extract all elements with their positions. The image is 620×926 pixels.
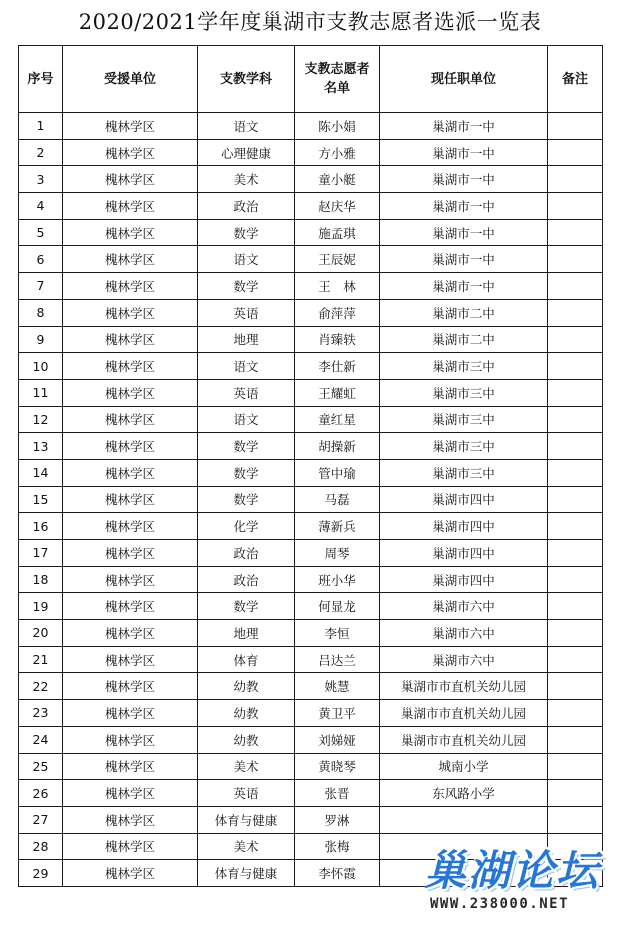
cell-subject: 体育与健康 bbox=[198, 860, 295, 887]
cell-volunteer-name: 张梅 bbox=[295, 833, 380, 860]
header-remarks: 备注 bbox=[548, 46, 603, 113]
cell-subject: 化学 bbox=[198, 513, 295, 540]
cell-host-unit: 槐林学区 bbox=[63, 193, 198, 220]
cell-index: 29 bbox=[19, 860, 63, 887]
cell-current-unit: 巢湖市一中 bbox=[380, 139, 548, 166]
cell-remarks bbox=[548, 620, 603, 647]
cell-volunteer-name: 方小雅 bbox=[295, 139, 380, 166]
header-volunteer-line1: 支教志愿者 bbox=[304, 62, 370, 77]
cell-index: 11 bbox=[19, 379, 63, 406]
cell-volunteer-name: 何显龙 bbox=[295, 593, 380, 620]
cell-index: 9 bbox=[19, 326, 63, 353]
cell-subject: 英语 bbox=[198, 780, 295, 807]
cell-host-unit: 槐林学区 bbox=[63, 700, 198, 727]
cell-remarks bbox=[548, 406, 603, 433]
cell-remarks bbox=[548, 566, 603, 593]
header-index: 序号 bbox=[19, 46, 63, 113]
table-row bbox=[19, 700, 603, 727]
cell-remarks bbox=[548, 673, 603, 700]
cell-remarks bbox=[548, 166, 603, 193]
cell-volunteer-name: 班小华 bbox=[295, 566, 380, 593]
table-row bbox=[19, 166, 603, 193]
header-volunteer-line2: 名单 bbox=[323, 81, 350, 96]
cell-remarks bbox=[548, 139, 603, 166]
header-current-unit: 现任职单位 bbox=[380, 46, 548, 113]
cell-subject: 幼教 bbox=[198, 700, 295, 727]
cell-volunteer-name: 胡操新 bbox=[295, 433, 380, 460]
cell-host-unit: 槐林学区 bbox=[63, 379, 198, 406]
cell-index: 5 bbox=[19, 219, 63, 246]
cell-index: 21 bbox=[19, 646, 63, 673]
cell-index: 27 bbox=[19, 806, 63, 833]
cell-subject: 数学 bbox=[198, 433, 295, 460]
cell-index: 25 bbox=[19, 753, 63, 780]
cell-current-unit: 巢湖市市直机关幼儿园 bbox=[380, 700, 548, 727]
table-row bbox=[19, 753, 603, 780]
cell-current-unit: 巢湖市三中 bbox=[380, 353, 548, 380]
table-row bbox=[19, 219, 603, 246]
table-row bbox=[19, 673, 603, 700]
cell-host-unit: 槐林学区 bbox=[63, 806, 198, 833]
cell-current-unit: 巢湖市二中 bbox=[380, 299, 548, 326]
cell-host-unit: 槐林学区 bbox=[63, 219, 198, 246]
table-row bbox=[19, 139, 603, 166]
cell-current-unit: 东风路小学 bbox=[380, 780, 548, 807]
cell-host-unit: 槐林学区 bbox=[63, 620, 198, 647]
cell-current-unit: 巢湖市四中 bbox=[380, 513, 548, 540]
cell-subject: 数学 bbox=[198, 273, 295, 300]
cell-volunteer-name: 王辰妮 bbox=[295, 246, 380, 273]
cell-host-unit: 槐林学区 bbox=[63, 566, 198, 593]
cell-current-unit: 巢湖市市直机关幼儿园 bbox=[380, 726, 548, 753]
cell-remarks bbox=[548, 486, 603, 513]
cell-current-unit: 巢湖市一中 bbox=[380, 273, 548, 300]
cell-subject: 数学 bbox=[198, 593, 295, 620]
cell-index: 17 bbox=[19, 540, 63, 567]
cell-index: 19 bbox=[19, 593, 63, 620]
cell-host-unit: 槐林学区 bbox=[63, 833, 198, 860]
cell-host-unit: 槐林学区 bbox=[63, 326, 198, 353]
cell-volunteer-name: 薄新兵 bbox=[295, 513, 380, 540]
cell-host-unit: 槐林学区 bbox=[63, 486, 198, 513]
cell-index: 4 bbox=[19, 193, 63, 220]
cell-host-unit: 槐林学区 bbox=[63, 780, 198, 807]
cell-subject: 数学 bbox=[198, 486, 295, 513]
table-row bbox=[19, 193, 603, 220]
cell-index: 15 bbox=[19, 486, 63, 513]
cell-host-unit: 槐林学区 bbox=[63, 513, 198, 540]
cell-current-unit: 巢湖市六中 bbox=[380, 593, 548, 620]
cell-volunteer-name: 王 林 bbox=[295, 273, 380, 300]
cell-remarks bbox=[548, 753, 603, 780]
table-row bbox=[19, 459, 603, 486]
cell-subject: 语文 bbox=[198, 246, 295, 273]
cell-index: 10 bbox=[19, 353, 63, 380]
cell-remarks bbox=[548, 540, 603, 567]
table-row bbox=[19, 780, 603, 807]
table-row bbox=[19, 566, 603, 593]
cell-volunteer-name: 黄卫平 bbox=[295, 700, 380, 727]
cell-index: 24 bbox=[19, 726, 63, 753]
cell-remarks bbox=[548, 780, 603, 807]
cell-index: 22 bbox=[19, 673, 63, 700]
cell-subject: 地理 bbox=[198, 326, 295, 353]
cell-index: 28 bbox=[19, 833, 63, 860]
cell-index: 7 bbox=[19, 273, 63, 300]
cell-host-unit: 槐林学区 bbox=[63, 646, 198, 673]
cell-volunteer-name: 李仕新 bbox=[295, 353, 380, 380]
cell-current-unit: 巢湖市六中 bbox=[380, 646, 548, 673]
forum-logo: 巢湖论坛 bbox=[424, 846, 601, 895]
cell-host-unit: 槐林学区 bbox=[63, 459, 198, 486]
cell-current-unit: 巢湖市六中 bbox=[380, 620, 548, 647]
cell-host-unit: 槐林学区 bbox=[63, 433, 198, 460]
cell-remarks bbox=[548, 353, 603, 380]
cell-subject: 语文 bbox=[198, 353, 295, 380]
cell-current-unit bbox=[380, 806, 548, 833]
cell-index: 14 bbox=[19, 459, 63, 486]
cell-volunteer-name: 陈小娟 bbox=[295, 113, 380, 140]
cell-subject: 美术 bbox=[198, 166, 295, 193]
page-title: 2020/2021学年度巢湖市支教志愿者选派一览表 bbox=[78, 10, 542, 34]
cell-volunteer-name: 张晋 bbox=[295, 780, 380, 807]
cell-remarks bbox=[548, 806, 603, 833]
cell-index: 26 bbox=[19, 780, 63, 807]
cell-subject: 数学 bbox=[198, 219, 295, 246]
cell-host-unit: 槐林学区 bbox=[63, 406, 198, 433]
table-row bbox=[19, 486, 603, 513]
cell-volunteer-name: 王耀虹 bbox=[295, 379, 380, 406]
cell-index: 6 bbox=[19, 246, 63, 273]
forum-watermark bbox=[420, 836, 620, 926]
cell-host-unit: 槐林学区 bbox=[63, 113, 198, 140]
cell-volunteer-name: 黄晓琴 bbox=[295, 753, 380, 780]
cell-index: 18 bbox=[19, 566, 63, 593]
table-row bbox=[19, 806, 603, 833]
cell-volunteer-name: 周琴 bbox=[295, 540, 380, 567]
cell-volunteer-name: 俞萍萍 bbox=[295, 299, 380, 326]
cell-index: 20 bbox=[19, 620, 63, 647]
cell-host-unit: 槐林学区 bbox=[63, 273, 198, 300]
table-row bbox=[19, 273, 603, 300]
cell-subject: 语文 bbox=[198, 406, 295, 433]
cell-current-unit: 巢湖市市直机关幼儿园 bbox=[380, 673, 548, 700]
cell-remarks bbox=[548, 193, 603, 220]
cell-volunteer-name: 童红星 bbox=[295, 406, 380, 433]
table-row bbox=[19, 379, 603, 406]
cell-subject: 体育与健康 bbox=[198, 806, 295, 833]
cell-volunteer-name: 管中瑜 bbox=[295, 459, 380, 486]
cell-subject: 政治 bbox=[198, 566, 295, 593]
cell-current-unit: 巢湖市一中 bbox=[380, 113, 548, 140]
cell-volunteer-name: 李恒 bbox=[295, 620, 380, 647]
cell-remarks bbox=[548, 113, 603, 140]
cell-subject: 美术 bbox=[198, 753, 295, 780]
table-row bbox=[19, 726, 603, 753]
table-row bbox=[19, 326, 603, 353]
cell-subject: 幼教 bbox=[198, 726, 295, 753]
header-host-unit: 受援单位 bbox=[63, 46, 198, 113]
cell-host-unit: 槐林学区 bbox=[63, 673, 198, 700]
cell-index: 13 bbox=[19, 433, 63, 460]
table-row bbox=[19, 433, 603, 460]
cell-volunteer-name: 施孟琪 bbox=[295, 219, 380, 246]
cell-remarks bbox=[548, 593, 603, 620]
table-row bbox=[19, 620, 603, 647]
cell-current-unit: 巢湖市四中 bbox=[380, 540, 548, 567]
cell-subject: 政治 bbox=[198, 540, 295, 567]
cell-remarks bbox=[548, 726, 603, 753]
table-header-row bbox=[19, 46, 603, 113]
cell-volunteer-name: 罗淋 bbox=[295, 806, 380, 833]
cell-host-unit: 槐林学区 bbox=[63, 540, 198, 567]
cell-remarks bbox=[548, 459, 603, 486]
cell-current-unit: 巢湖市三中 bbox=[380, 406, 548, 433]
cell-host-unit: 槐林学区 bbox=[63, 246, 198, 273]
cell-subject: 心理健康 bbox=[198, 139, 295, 166]
table-row bbox=[19, 406, 603, 433]
table-row bbox=[19, 246, 603, 273]
cell-host-unit: 槐林学区 bbox=[63, 593, 198, 620]
cell-volunteer-name: 马磊 bbox=[295, 486, 380, 513]
cell-subject: 地理 bbox=[198, 620, 295, 647]
cell-index: 8 bbox=[19, 299, 63, 326]
cell-host-unit: 槐林学区 bbox=[63, 299, 198, 326]
cell-subject: 语文 bbox=[198, 113, 295, 140]
cell-subject: 幼教 bbox=[198, 673, 295, 700]
cell-volunteer-name: 肖臻轶 bbox=[295, 326, 380, 353]
cell-host-unit: 槐林学区 bbox=[63, 726, 198, 753]
cell-index: 23 bbox=[19, 700, 63, 727]
cell-index: 2 bbox=[19, 139, 63, 166]
table-body bbox=[19, 113, 603, 887]
cell-remarks bbox=[548, 246, 603, 273]
cell-subject: 体育 bbox=[198, 646, 295, 673]
cell-volunteer-name: 童小艇 bbox=[295, 166, 380, 193]
cell-current-unit: 巢湖市三中 bbox=[380, 459, 548, 486]
cell-current-unit: 巢湖市二中 bbox=[380, 326, 548, 353]
cell-index: 3 bbox=[19, 166, 63, 193]
cell-current-unit: 巢湖市三中 bbox=[380, 379, 548, 406]
cell-remarks bbox=[548, 433, 603, 460]
table-row bbox=[19, 540, 603, 567]
cell-remarks bbox=[548, 273, 603, 300]
cell-host-unit: 槐林学区 bbox=[63, 860, 198, 887]
cell-remarks bbox=[548, 700, 603, 727]
cell-index: 16 bbox=[19, 513, 63, 540]
table-row bbox=[19, 113, 603, 140]
cell-subject: 美术 bbox=[198, 833, 295, 860]
cell-volunteer-name: 李怀霞 bbox=[295, 860, 380, 887]
header-subject: 支教学科 bbox=[198, 46, 295, 113]
cell-current-unit: 巢湖市一中 bbox=[380, 219, 548, 246]
cell-remarks bbox=[548, 646, 603, 673]
cell-current-unit: 城南小学 bbox=[380, 753, 548, 780]
cell-volunteer-name: 刘娣娅 bbox=[295, 726, 380, 753]
cell-current-unit: 巢湖市四中 bbox=[380, 486, 548, 513]
table-row bbox=[19, 646, 603, 673]
cell-current-unit: 巢湖市一中 bbox=[380, 166, 548, 193]
cell-host-unit: 槐林学区 bbox=[63, 139, 198, 166]
cell-remarks bbox=[548, 326, 603, 353]
cell-remarks bbox=[548, 299, 603, 326]
table-row bbox=[19, 353, 603, 380]
cell-subject: 数学 bbox=[198, 459, 295, 486]
forum-url: WWW.238000.NET bbox=[430, 896, 570, 912]
cell-volunteer-name: 赵庆华 bbox=[295, 193, 380, 220]
cell-remarks bbox=[548, 379, 603, 406]
cell-current-unit: 巢湖市四中 bbox=[380, 566, 548, 593]
cell-current-unit: 巢湖市一中 bbox=[380, 193, 548, 220]
cell-remarks bbox=[548, 513, 603, 540]
cell-index: 1 bbox=[19, 113, 63, 140]
cell-volunteer-name: 姚慧 bbox=[295, 673, 380, 700]
volunteer-table bbox=[18, 45, 603, 887]
cell-host-unit: 槐林学区 bbox=[63, 353, 198, 380]
table-row bbox=[19, 299, 603, 326]
cell-volunteer-name: 吕达兰 bbox=[295, 646, 380, 673]
cell-subject: 英语 bbox=[198, 299, 295, 326]
table-row bbox=[19, 513, 603, 540]
cell-index: 12 bbox=[19, 406, 63, 433]
cell-current-unit: 巢湖市三中 bbox=[380, 433, 548, 460]
cell-remarks bbox=[548, 219, 603, 246]
cell-subject: 政治 bbox=[198, 193, 295, 220]
cell-current-unit: 巢湖市一中 bbox=[380, 246, 548, 273]
cell-subject: 英语 bbox=[198, 379, 295, 406]
table-row bbox=[19, 593, 603, 620]
header-volunteer bbox=[295, 46, 380, 113]
cell-host-unit: 槐林学区 bbox=[63, 753, 198, 780]
cell-host-unit: 槐林学区 bbox=[63, 166, 198, 193]
